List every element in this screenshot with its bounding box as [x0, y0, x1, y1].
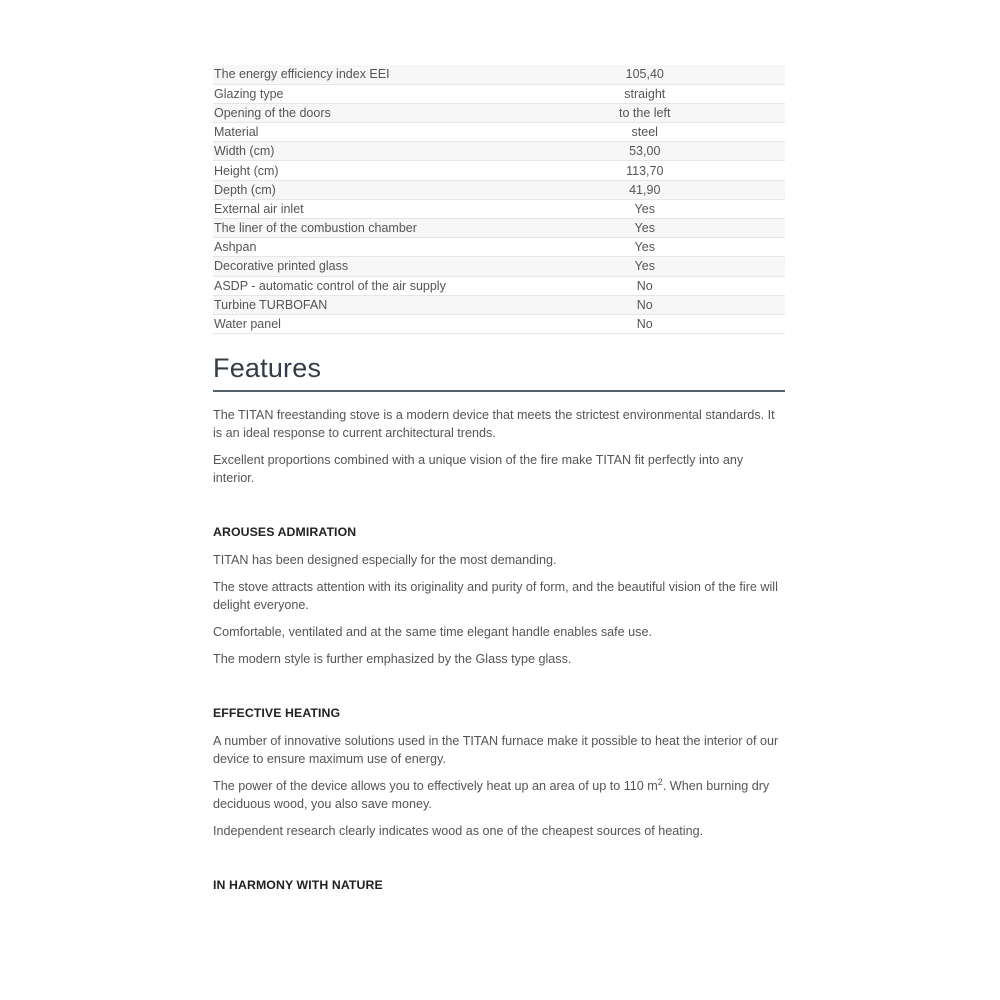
spec-value: straight — [505, 84, 786, 103]
section-heading-effective-heating: EFFECTIVE HEATING — [213, 706, 341, 721]
intro-paragraph: Excellent proportions combined with a unique vision of the fire make TITAN fit perfectly into any interior. — [213, 453, 744, 486]
power-superscript: 2 — [657, 776, 663, 787]
table-row — [213, 257, 785, 276]
spec-value: No — [505, 314, 786, 333]
section-paragraph: Independent research clearly indicates wood as one of the cheapest sources of heating. — [213, 824, 704, 839]
power-text-after: . When burning dry deciduous wood, you also save money. — [213, 779, 770, 812]
specifications-table — [213, 65, 785, 334]
table-row — [213, 142, 785, 161]
table-row — [213, 123, 785, 142]
spec-value: No — [505, 295, 786, 314]
product-content — [213, 65, 785, 904]
spec-value: 113,70 — [505, 161, 786, 180]
intro-paragraph: The TITAN freestanding stove is a modern device that meets the strictest environmental standards. It is an ideal response to current architectural trends. — [213, 408, 775, 441]
section-paragraph: The stove attracts attention with its originality and purity of form, and the beautiful vision of the fire will delight everyone. — [213, 580, 778, 613]
section-paragraph: TITAN has been designed especially for the most demanding. — [213, 553, 557, 568]
spec-name: Depth (cm) — [213, 180, 505, 199]
table-row — [213, 276, 785, 295]
section-heading-in-harmony-with-nature: IN HARMONY WITH NATURE — [213, 878, 383, 893]
spec-name: Height (cm) — [213, 161, 505, 180]
power-text-before: The power of the device allows you to effectively heat up an area of up to 110 m — [213, 779, 658, 794]
title-divider — [213, 390, 785, 392]
spec-name: Material — [213, 123, 505, 142]
power-paragraph — [213, 777, 785, 813]
table-row — [213, 199, 785, 218]
spec-name: Turbine TURBOFAN — [213, 295, 505, 314]
table-row — [213, 161, 785, 180]
section-paragraph: A number of innovative solutions used in the TITAN furnace make it possible to heat the interior of our device to ensure maximum use of energy. — [213, 734, 779, 767]
features-title: Features — [213, 353, 322, 384]
spec-value: Yes — [505, 257, 786, 276]
spec-name: ASDP - automatic control of the air supply — [213, 276, 505, 295]
spec-value: to the left — [505, 103, 786, 122]
table-row — [213, 180, 785, 199]
spec-value: 41,90 — [505, 180, 786, 199]
spec-value: Yes — [505, 219, 786, 238]
table-row — [213, 295, 785, 314]
spec-value: No — [505, 276, 786, 295]
spec-value: 53,00 — [505, 142, 786, 161]
spec-name: Decorative printed glass — [213, 257, 505, 276]
spec-name: The liner of the combustion chamber — [213, 219, 505, 238]
section-paragraph: Comfortable, ventilated and at the same time elegant handle enables safe use. — [213, 625, 652, 640]
spec-name: The energy efficiency index EEI — [213, 65, 505, 84]
table-row — [213, 65, 785, 84]
spec-name: Ashpan — [213, 238, 505, 257]
section-heading-arouses-admiration: AROUSES ADMIRATION — [213, 525, 357, 540]
spec-name: External air inlet — [213, 199, 505, 218]
table-row — [213, 103, 785, 122]
spec-name: Opening of the doors — [213, 103, 505, 122]
spec-value: Yes — [505, 238, 786, 257]
spec-name: Water panel — [213, 314, 505, 333]
table-row — [213, 238, 785, 257]
table-row — [213, 314, 785, 333]
spec-name: Width (cm) — [213, 142, 505, 161]
table-row — [213, 219, 785, 238]
spec-name: Glazing type — [213, 84, 505, 103]
table-row — [213, 84, 785, 103]
spec-value: 105,40 — [505, 65, 786, 84]
spec-value: steel — [505, 123, 786, 142]
section-paragraph: The modern style is further emphasized by the Glass type glass. — [213, 652, 572, 667]
spec-value: Yes — [505, 199, 786, 218]
